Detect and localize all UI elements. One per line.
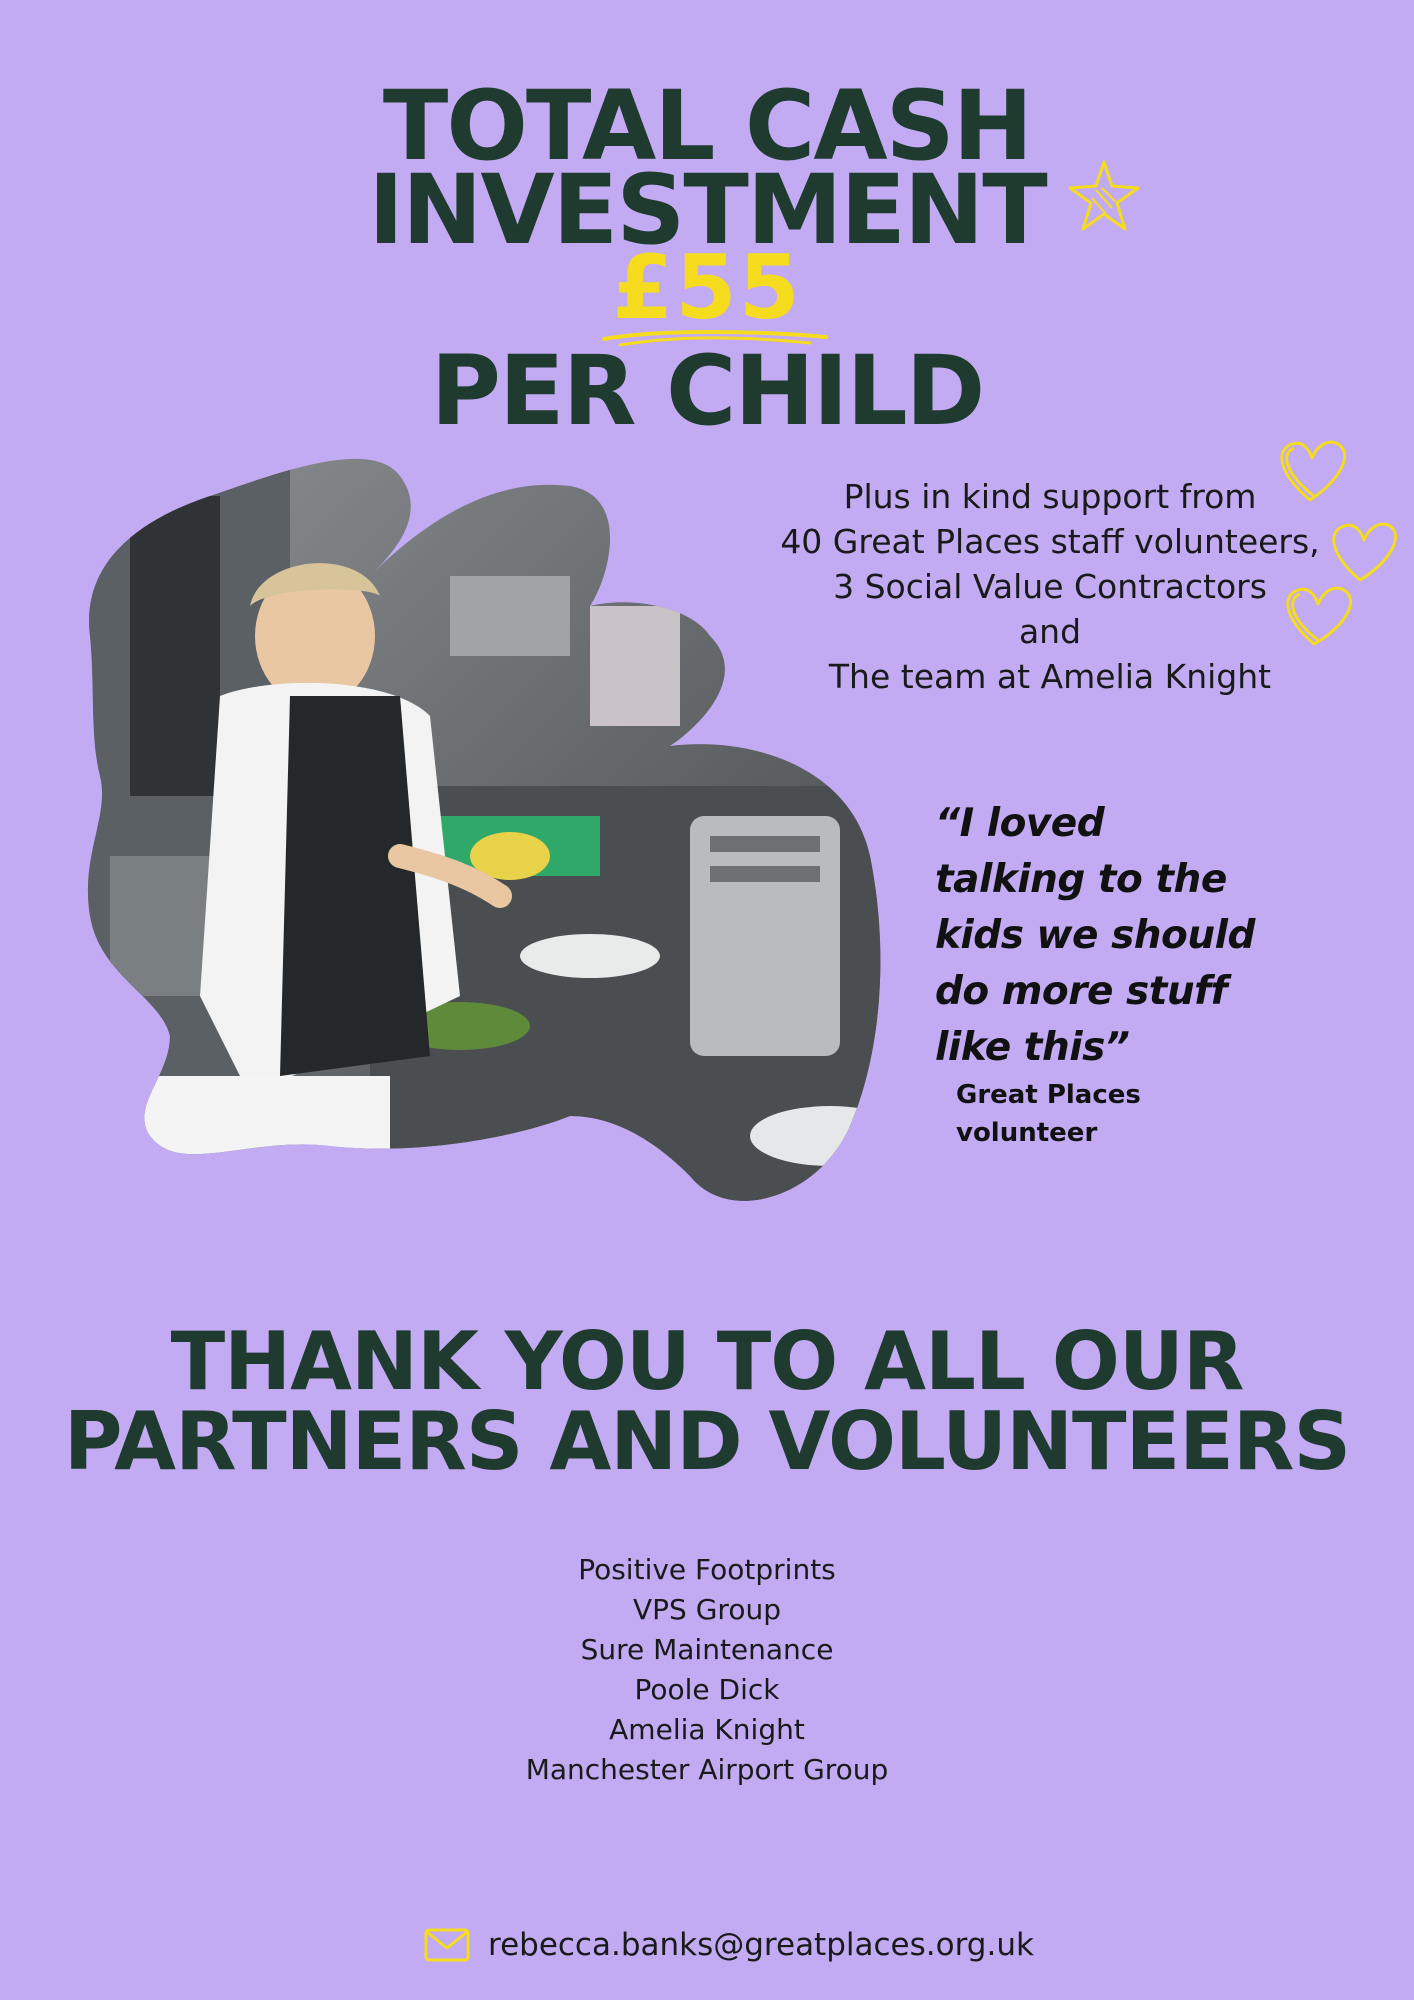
support-line: The team at Amelia Knight: [828, 657, 1272, 696]
partners-list: [0, 1550, 1414, 1790]
support-line: Plus in kind support from: [843, 477, 1257, 516]
attribution-line: Great Places: [956, 1080, 1141, 1110]
support-line: and: [1018, 612, 1082, 651]
partner-item: Positive Footprints: [578, 1553, 836, 1586]
quote-line: talking to the: [935, 857, 1227, 902]
quote-attribution: [956, 1076, 1216, 1152]
support-line: 40 Great Places staff volunteers,: [780, 522, 1320, 561]
support-line: 3 Social Value Contractors: [833, 567, 1267, 606]
headline-line-1: TOTAL CASH: [382, 70, 1032, 182]
envelope-icon: [424, 1928, 470, 1962]
in-kind-support-text: [760, 474, 1340, 699]
attribution-line: volunteer: [956, 1118, 1098, 1148]
headline-line-3: PER CHILD: [430, 335, 984, 447]
star-doodle-icon: [1066, 158, 1142, 234]
partner-item: VPS Group: [633, 1593, 781, 1626]
quote-line: do more stuff: [935, 969, 1228, 1014]
quote-line: kids we should: [935, 913, 1255, 958]
partner-item: Sure Maintenance: [580, 1633, 834, 1666]
investment-amount: £55: [612, 236, 802, 339]
email-address[interactable]: rebecca.banks@greatplaces.org.uk: [488, 1927, 1034, 1963]
volunteer-quote: [935, 796, 1315, 1076]
partner-item: Amelia Knight: [609, 1713, 805, 1746]
quote-line: like this”: [935, 1025, 1130, 1070]
quote-line: “I loved: [935, 801, 1105, 846]
thanks-heading-line-1: THANK YOU TO ALL OUR: [170, 1315, 1244, 1408]
partner-item: Poole Dick: [634, 1673, 780, 1706]
headline-line-2: INVESTMENT: [368, 154, 1046, 266]
partner-item: Manchester Airport Group: [525, 1753, 889, 1786]
thanks-heading-line-2: PARTNERS AND VOLUNTEERS: [63, 1395, 1351, 1488]
contact-email[interactable]: [424, 1920, 1034, 1970]
